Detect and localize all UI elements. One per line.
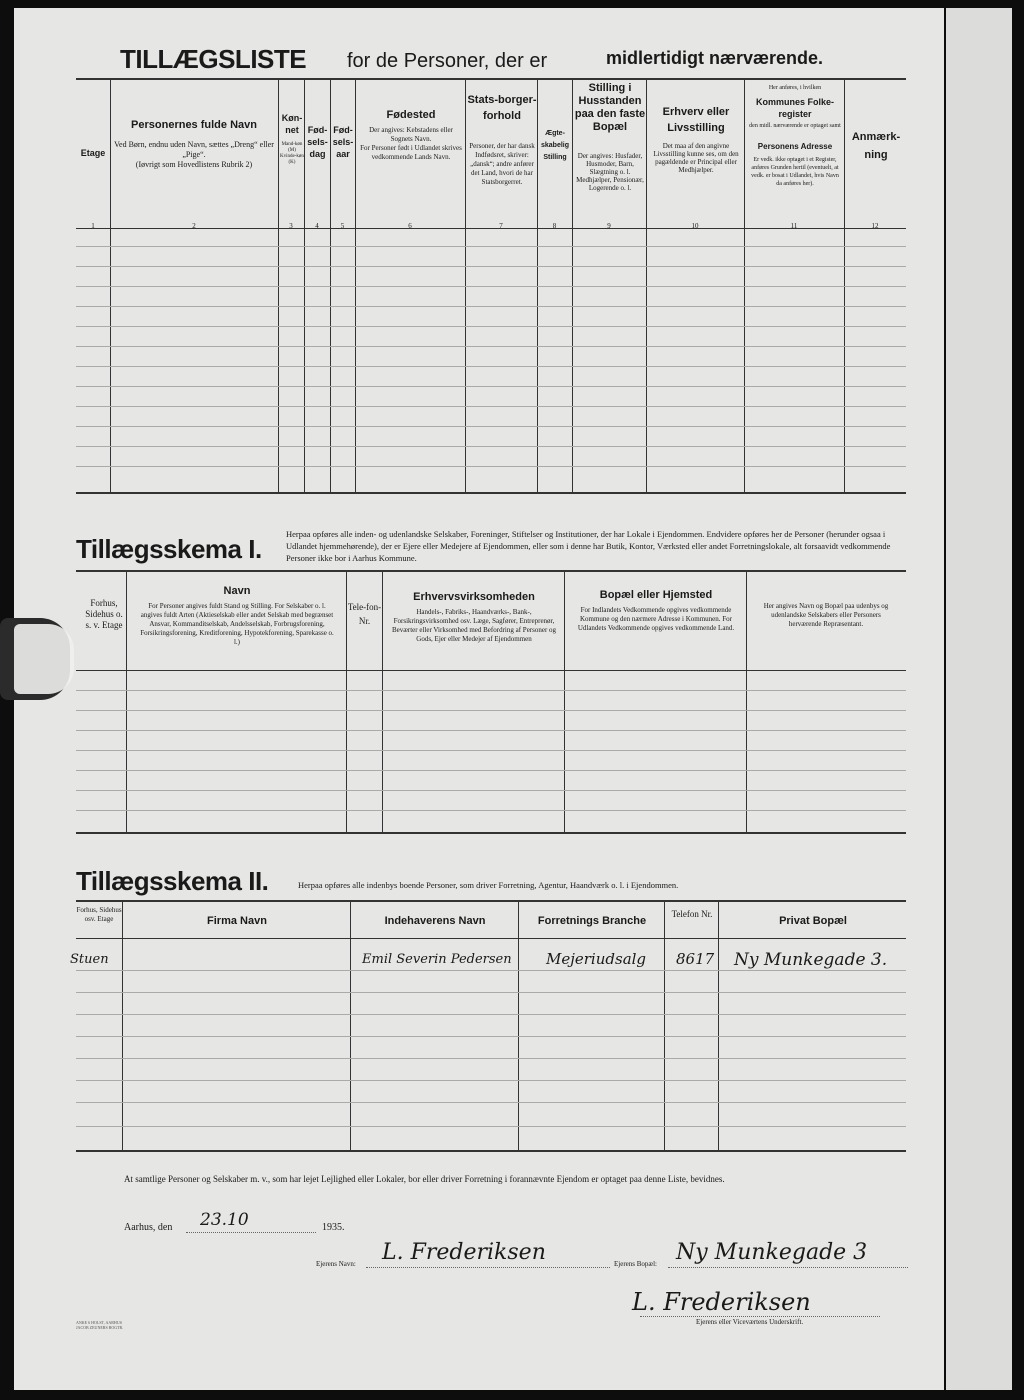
skema2-title: Tillægsskema II.	[76, 866, 269, 896]
col-register-note-top: Her anføres, i hvilken	[768, 85, 822, 91]
skema2-row-owner: Emil Severin Pedersen	[362, 952, 512, 967]
col-register-head: Kommunes Folke-register	[755, 97, 834, 119]
col-marital-head: Ægte-skabelig Stilling	[540, 130, 569, 161]
form-title-end: midlertidigt nærværende.	[606, 48, 824, 68]
owner-address-label: Ejerens Bopæl:	[614, 1260, 657, 1268]
skema2-row-phone: 8617	[676, 950, 715, 968]
col-register-note-mid: den midl. nærværende er optaget samt	[749, 123, 841, 129]
main-row-line	[76, 446, 906, 447]
owner-name-hand: L. Frederiksen	[382, 1240, 546, 1265]
skema2-row-line	[76, 970, 906, 971]
skema2-row-line	[76, 1080, 906, 1081]
col-sex-head: Køn-net	[281, 113, 303, 135]
col-citizen-head: Stats-borger-forhold	[467, 94, 537, 122]
skema1-col-sep	[382, 572, 383, 832]
skema1-row-line	[76, 790, 906, 791]
skema2-col-floor: Forhus, Sidehus osv. Etage	[76, 906, 122, 923]
col-register-address: Personens Adresse	[757, 142, 833, 151]
skema1-row-line	[76, 810, 906, 811]
next-page-edge	[946, 8, 1012, 1390]
skema1-col-sep	[746, 572, 747, 832]
main-row-line	[76, 266, 906, 267]
skema1-table-top	[76, 570, 906, 572]
skema1-row-line	[76, 730, 906, 731]
skema2-col-sep	[518, 902, 519, 1150]
skema2-row-line	[76, 1014, 906, 1015]
main-row-line	[76, 286, 906, 287]
skema2-description: Herpaa opføres alle indenbys boende Personer, som driver Forretning, Agentur, Haandværk o. l. i Ejendommen.	[298, 880, 679, 890]
skema1-header-bottom	[76, 670, 906, 671]
skema2-table-top	[76, 900, 906, 902]
col-number: 10	[691, 222, 699, 230]
skema2-row-line	[76, 992, 906, 993]
col-number: 5	[340, 222, 345, 230]
date-line	[186, 1232, 316, 1233]
main-row-line	[76, 386, 906, 387]
col-birthplace-note: Der angives: Kebstadens eller Sognets Navn. For Personer født i Udlandet skrives vedkommende Lands Navn.	[360, 126, 462, 161]
main-row-line	[76, 306, 906, 307]
skema1-col-biz-head: Erhvervsvirksomheden	[413, 591, 535, 603]
skema2-row-line	[76, 1036, 906, 1037]
main-table-bottom	[76, 492, 906, 494]
skema2-row-branch: Mejeriudsalg	[546, 950, 647, 968]
skema1-col-home-head: Bopæl eller Hjemsted	[599, 589, 713, 601]
skema1-row-line	[76, 690, 906, 691]
owner-name-label: Ejerens Navn:	[316, 1260, 356, 1268]
skema2-col-sep	[350, 902, 351, 1150]
col-occupation-head: Erhverv eller Livsstilling	[662, 106, 730, 134]
skema1-col-name-note: For Personer angives fuldt Stand og Stilling. For Selskaber o. l. angives fuldt Arten (Aktieselskab eller andet Selskab med begrænset Ansvar, Kommanditselskab, Andelsselskab, Forbrugsforening, Forsikringsforening, Kreditforening, Hypotekforening, Sparekasse o. l.)	[140, 602, 334, 646]
skema2-col-sep	[664, 902, 665, 1150]
footer-city: Aarhus, den	[124, 1222, 173, 1233]
col-household-note: Der angives: Husfader, Husmoder, Barn, Slægtning o. l. Medhjælper, Pensionær, Logerende o. l.	[576, 152, 644, 192]
skema2-header-bottom	[76, 938, 906, 939]
skema1-col-floor: Forhus, Sidehus o. s. v. Etage	[85, 598, 123, 630]
col-birthplace-head: Fødested	[386, 109, 436, 121]
skema2-table-bottom	[76, 1150, 906, 1152]
skema1-col-home-note: For Indlandets Vedkommende opgives vedkommende Kommune og den nærmere Adresse i Kommunen. For Udlandets Vedkommende opgives vedkommende Land.	[577, 606, 735, 632]
skema2-col-owner: Indehaverens Navn	[384, 915, 486, 927]
col-number: 6	[408, 222, 412, 230]
skema2-col-branch: Forretnings Branche	[537, 915, 647, 927]
main-row-line	[76, 366, 906, 367]
binder-clip-tab	[14, 624, 74, 694]
col-number: 9	[607, 222, 611, 230]
col-number: 12	[871, 222, 879, 230]
col-register-note-bottom: Er vedk. ikke optaget i et Register, anføres Grunden hertil (eventuelt, at vedk. er bosat i Udlandet, hvis Navn da anføres her).	[751, 157, 839, 187]
main-row-line	[76, 426, 906, 427]
main-row-line	[76, 466, 906, 467]
col-number: 8	[552, 222, 557, 230]
main-table-top	[76, 78, 906, 80]
skema1-row-line	[76, 710, 906, 711]
col-byear-head: Fød-sels-aar	[332, 125, 354, 159]
col-number: 1	[91, 222, 95, 230]
skema1-description: Herpaa opføres alle inden- og udenlandske Selskaber, Foreninger, Stiftelser og Institutioner, der har Lokale i Ejendommen. Endvidere opføres her de Personer (herunder ogsaa i Udlandet hjemmehørende), der er Ejere eller Medejere af Ejendommen, eller som i denne har Butik, Kontor, Værksted eller andet Forretningslokale, alt forsaavidt vedkommende Personer ikke bor i Aarhus Kommune.	[286, 529, 891, 563]
main-row-line	[76, 246, 906, 247]
footer-year: 1935.	[322, 1222, 345, 1233]
skema1-title: Tillægsskema I.	[76, 534, 262, 564]
col-etage-head: Etage	[80, 148, 106, 158]
col-household-head: Stilling i Husstanden paa den faste Bopæl	[574, 82, 646, 133]
printer-mark: ANKE 6 HOLST, AARHUS JACOB ZEUNERS BOGTR.	[76, 1320, 124, 1330]
skema1-col-sep	[564, 572, 565, 832]
skema2-col-firm: Firma Navn	[207, 915, 267, 927]
skema1-row-line	[76, 770, 906, 771]
skema1-row-line	[76, 750, 906, 751]
skema1-col-sep	[126, 572, 127, 832]
skema1-table-bottom	[76, 832, 906, 834]
col-name-head: Personernes fulde Navn	[131, 119, 257, 131]
owner-address-hand: Ny Munkegade 3	[676, 1240, 868, 1265]
col-number: 11	[790, 222, 798, 230]
main-row-line	[76, 406, 906, 407]
skema1-col-name-head: Navn	[223, 585, 251, 597]
skema1-col-phone: Tele-fon-Nr.	[347, 602, 382, 626]
skema2-row-floor: Stuen	[70, 952, 109, 967]
footer-date-hand: 23.10	[200, 1210, 249, 1230]
col-citizen-note: Personer, der har dansk Indfødsret, skriver: „dansk“; andre anfører det Land, hvori de har Statsborgerret.	[469, 142, 535, 186]
skema2-col-home: Privat Bopæl	[779, 915, 847, 927]
col-number: 3	[289, 222, 293, 230]
skema2-col-sep	[718, 902, 719, 1150]
footer-statement: At samtlige Personer og Selskaber m. v., som har lejet Lejlighed eller Lokaler, bor eller driver Forretning i forannævnte Ejendom er optaget paa denne Liste, bevidnes.	[124, 1174, 725, 1184]
skema1-col-biz-note: Handels-, Fabriks-, Haandværks-, Bank-, Forsikringsvirksomhed osv. Læge, Sagfører, Entreprenør, Beværter eller Virksomhed med Befordring af Personer og Gods, Ejer eller Medejer af Ejendommen	[391, 608, 557, 643]
col-remark-head: Anmærk-ning	[851, 131, 901, 161]
col-number: 7	[499, 222, 503, 230]
form-title-bold: TILLÆGSLISTE	[120, 44, 307, 74]
signature-line	[640, 1316, 880, 1317]
main-row-line	[76, 346, 906, 347]
owner-address-line	[668, 1267, 908, 1268]
skema2-row-line	[76, 1102, 906, 1103]
form-title-text: for de Personer, der er	[347, 50, 548, 72]
col-number: 2	[192, 222, 196, 230]
owner-name-line	[366, 1267, 610, 1268]
skema2-row-home: Ny Munkegade 3.	[734, 950, 888, 970]
skema1-col-rep-note: Her angives Navn og Bopæl paa udenbys og udenlandske Selskabers eller Personers herværende Repræsentant.	[763, 602, 889, 628]
col-bday-head: Fød-sels-dag	[307, 125, 328, 159]
signature-label: Ejerens eller Viceværtens Underskrift.	[696, 1318, 804, 1326]
col-sex-note: Mand-køn (M) Kvinde-køn (K)	[280, 142, 304, 165]
skema2-row-line	[76, 1058, 906, 1059]
main-row-line	[76, 326, 906, 327]
skema2-col-sep	[122, 902, 123, 1150]
col-occupation-note: Det maa af den angivne Livsstilling kunne ses, om den pagældende er Principal eller Medhjælper.	[653, 142, 739, 174]
signature-hand: L. Frederiksen	[632, 1288, 811, 1316]
skema2-col-phone: Telefon Nr.	[671, 909, 713, 919]
col-number: 4	[315, 222, 319, 230]
col-name-note: Ved Børn, endnu uden Navn, sættes „Dreng“ eller „Pige“. (Iøvrigt som Hovedlistens Rubrik 2)	[114, 140, 274, 169]
skema2-row-line	[76, 1126, 906, 1127]
